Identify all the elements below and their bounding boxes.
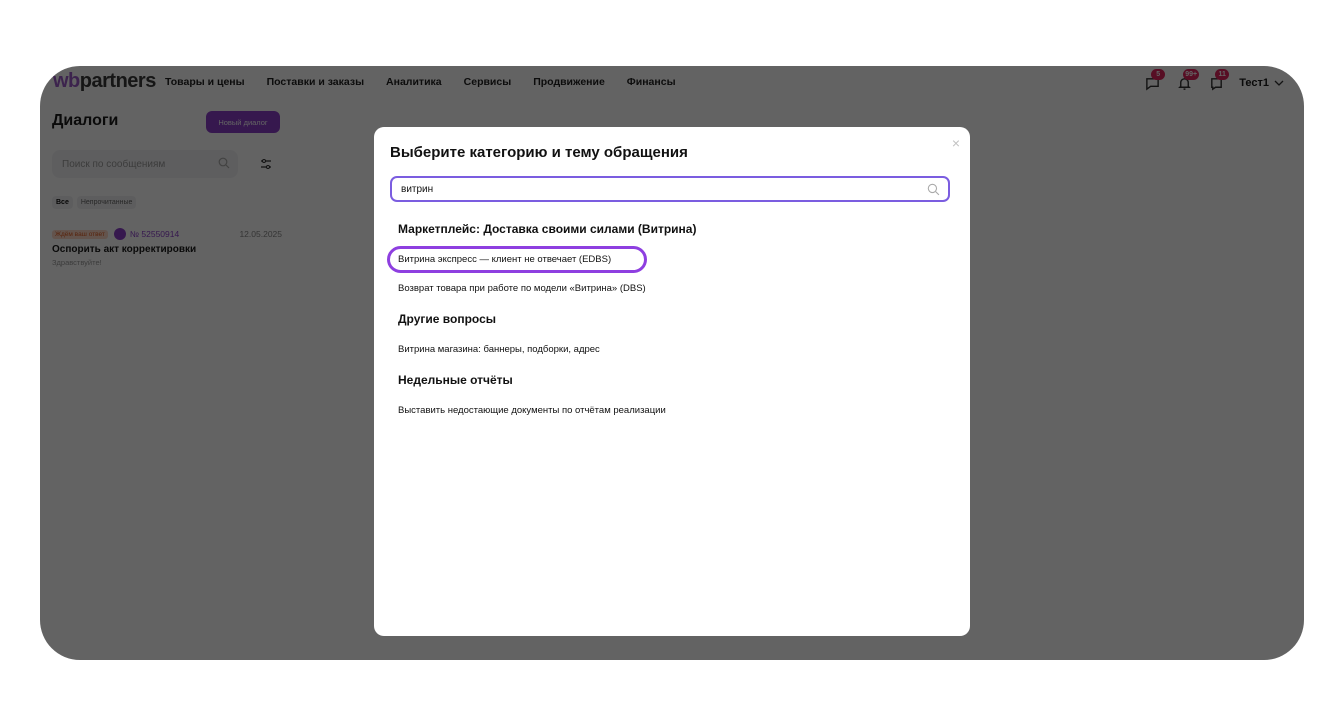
search-icon: [927, 183, 940, 196]
category-modal: [374, 127, 970, 636]
topic-option[interactable]: Возврат товара при работе по модели «Витрина» (DBS): [398, 283, 646, 294]
category-heading: Другие вопросы: [398, 312, 496, 326]
topic-option[interactable]: Выставить недостающие документы по отчётам реализации: [398, 405, 666, 416]
close-icon[interactable]: ×: [951, 135, 960, 151]
topic-option[interactable]: Витрина экспресс — клиент не отвечает (EDBS): [398, 254, 612, 265]
topic-option[interactable]: Витрина магазина: баннеры, подборки, адрес: [398, 344, 600, 355]
selection-highlight: [387, 246, 647, 273]
category-heading: Недельные отчёты: [398, 373, 513, 387]
topic-search-input[interactable]: [399, 183, 903, 196]
category-heading: Маркетплейс: Доставка своими силами (Витрина): [398, 222, 697, 236]
topic-search-field[interactable]: [390, 176, 950, 202]
modal-title: Выберите категорию и тему обращения: [390, 144, 688, 161]
